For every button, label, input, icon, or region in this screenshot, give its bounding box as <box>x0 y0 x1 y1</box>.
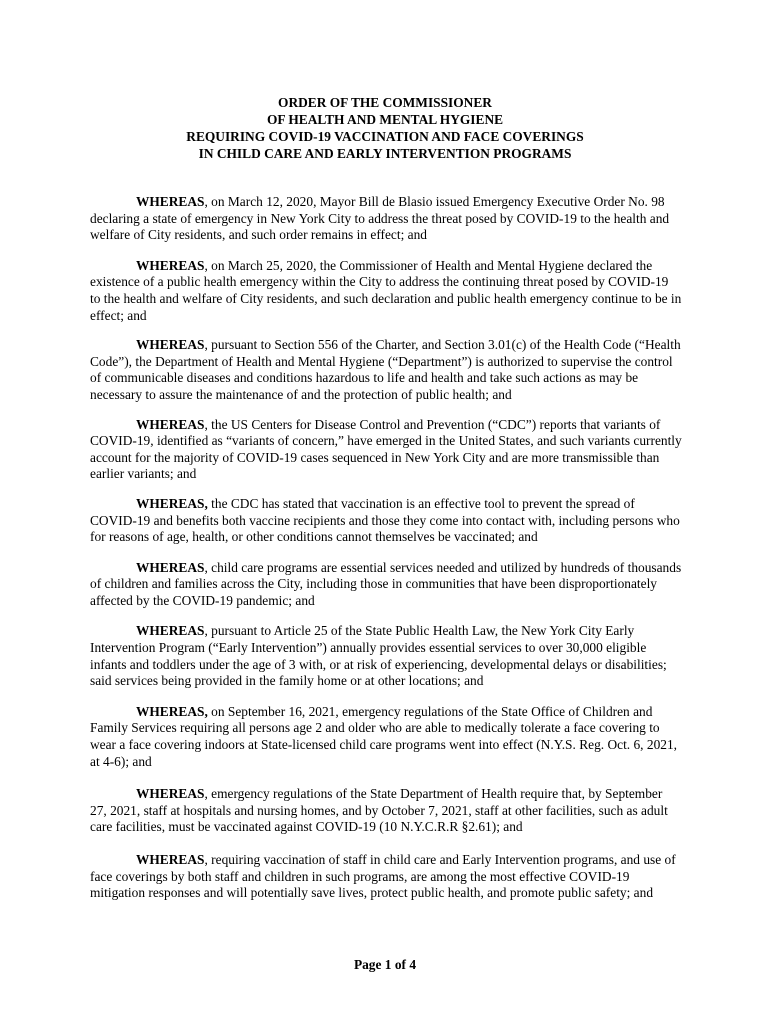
paragraph-lead: WHEREAS <box>136 416 205 432</box>
paragraph-text: , the US Centers for Disease Control and Prevention (“CDC”) reports that variants of COVID-19, identified as “variants of concern,” have emerged in the United States, and such variants currently account for the majority of COVID-19 cases sequenced in New York City and are more transmissible than earlier variants; and <box>90 416 682 482</box>
whereas-paragraph-7 <box>90 623 682 689</box>
whereas-paragraph-1 <box>90 194 682 244</box>
paragraph-lead: WHEREAS, <box>136 495 208 511</box>
paragraph-lead: WHEREAS <box>136 194 205 209</box>
whereas-paragraph-9 <box>90 786 682 836</box>
document-title <box>0 94 770 162</box>
whereas-paragraph-4 <box>90 417 682 483</box>
document-body <box>90 194 682 902</box>
paragraph-text: , requiring vaccination of staff in child care and Early Intervention programs, and use of face coverings by both staff and children in such programs, are among the most effective COVID-19 mitigation responses and will potentially save lives, protect public health, and promote public safety; and <box>90 852 676 901</box>
paragraph-lead: WHEREAS <box>136 852 205 867</box>
title-line-2: OF HEALTH AND MENTAL HYGIENE <box>266 112 504 127</box>
paragraph-text: , pursuant to Section 556 of the Charter, and Section 3.01(c) of the Health Code (“Health Code”), the Department of Health and Mental Hygiene (“Department”) is authorized to supervise the control of communicable diseases and conditions hazardous to life and health and take such actions as may be necessary to assure the maintenance of and the protection of public health; and <box>90 337 681 402</box>
paragraph-lead: WHEREAS <box>136 559 205 575</box>
whereas-paragraph-8 <box>90 704 682 770</box>
whereas-paragraph-5 <box>90 496 682 546</box>
title-line-4: IN CHILD CARE AND EARLY INTERVENTION PROGRAMS <box>198 146 572 161</box>
paragraph-lead: WHEREAS, <box>136 703 208 719</box>
paragraph-text: the CDC has stated that vaccination is an effective tool to prevent the spread of COVID-19 and benefits both vaccine recipients and those they come into contact with, including persons who for reasons of age, health, or other conditions cannot themselves be vaccinated; and <box>90 495 680 545</box>
paragraph-text: , child care programs are essential services needed and utilized by hundreds of thousands of children and families across the City, including those in communities that have been disproportionately affected by the COVID-19 pandemic; and <box>90 559 682 608</box>
title-line-3: REQUIRING COVID-19 VACCINATION AND FACE COVERINGS <box>186 129 584 144</box>
paragraph-text: , on March 25, 2020, the Commissioner of Health and Mental Hygiene declared the existence of a public health emergency within the City to address the continuing threat posed by COVID-19 to the health and welfare of City residents, and such declaration and public health emergency continue to be in effect; and <box>90 257 682 323</box>
whereas-paragraph-2 <box>90 258 682 324</box>
whereas-paragraph-6 <box>90 560 682 610</box>
title-line-1: ORDER OF THE COMMISSIONER <box>278 95 492 110</box>
whereas-paragraph-3 <box>90 337 682 403</box>
paragraph-text: on September 16, 2021, emergency regulations of the State Office of Children and Family Services requiring all persons age 2 and older who are able to medically tolerate a face covering to wear a face covering indoors at State-licensed child care programs went into effect (N.Y.S. Reg. Oct. 6, 2021, at 4-6); and <box>90 703 678 769</box>
page-number: Page 1 of 4 <box>353 957 417 972</box>
paragraph-text: , pursuant to Article 25 of the State Public Health Law, the New York City Early Intervention Program (“Early Intervention”) annually provides essential services to over 30,000 eligible infants and toddlers under the age of 3 with, or at risk of experiencing, developmental delays or disabilities; said services being provided in the family home or at other locations; and <box>90 623 667 689</box>
paragraph-text: , emergency regulations of the State Department of Health require that, by September 27, 2021, staff at hospitals and nursing homes, and by October 7, 2021, staff at other facilities, such as adult care facilities, must be vaccinated against COVID-19 (10 N.Y.C.R.R §2.61); and <box>90 786 668 835</box>
whereas-paragraph-10 <box>90 852 682 902</box>
paragraph-text: , on March 12, 2020, Mayor Bill de Blasio issued Emergency Executive Order No. 98 declaring a state of emergency in New York City to address the threat posed by COVID-19 to the health and welfare of City residents, and such order remains in effect; and <box>90 194 670 243</box>
paragraph-lead: WHEREAS <box>136 257 205 273</box>
paragraph-lead: WHEREAS <box>136 337 205 353</box>
paragraph-lead: WHEREAS <box>136 786 205 802</box>
paragraph-lead: WHEREAS <box>136 623 205 639</box>
